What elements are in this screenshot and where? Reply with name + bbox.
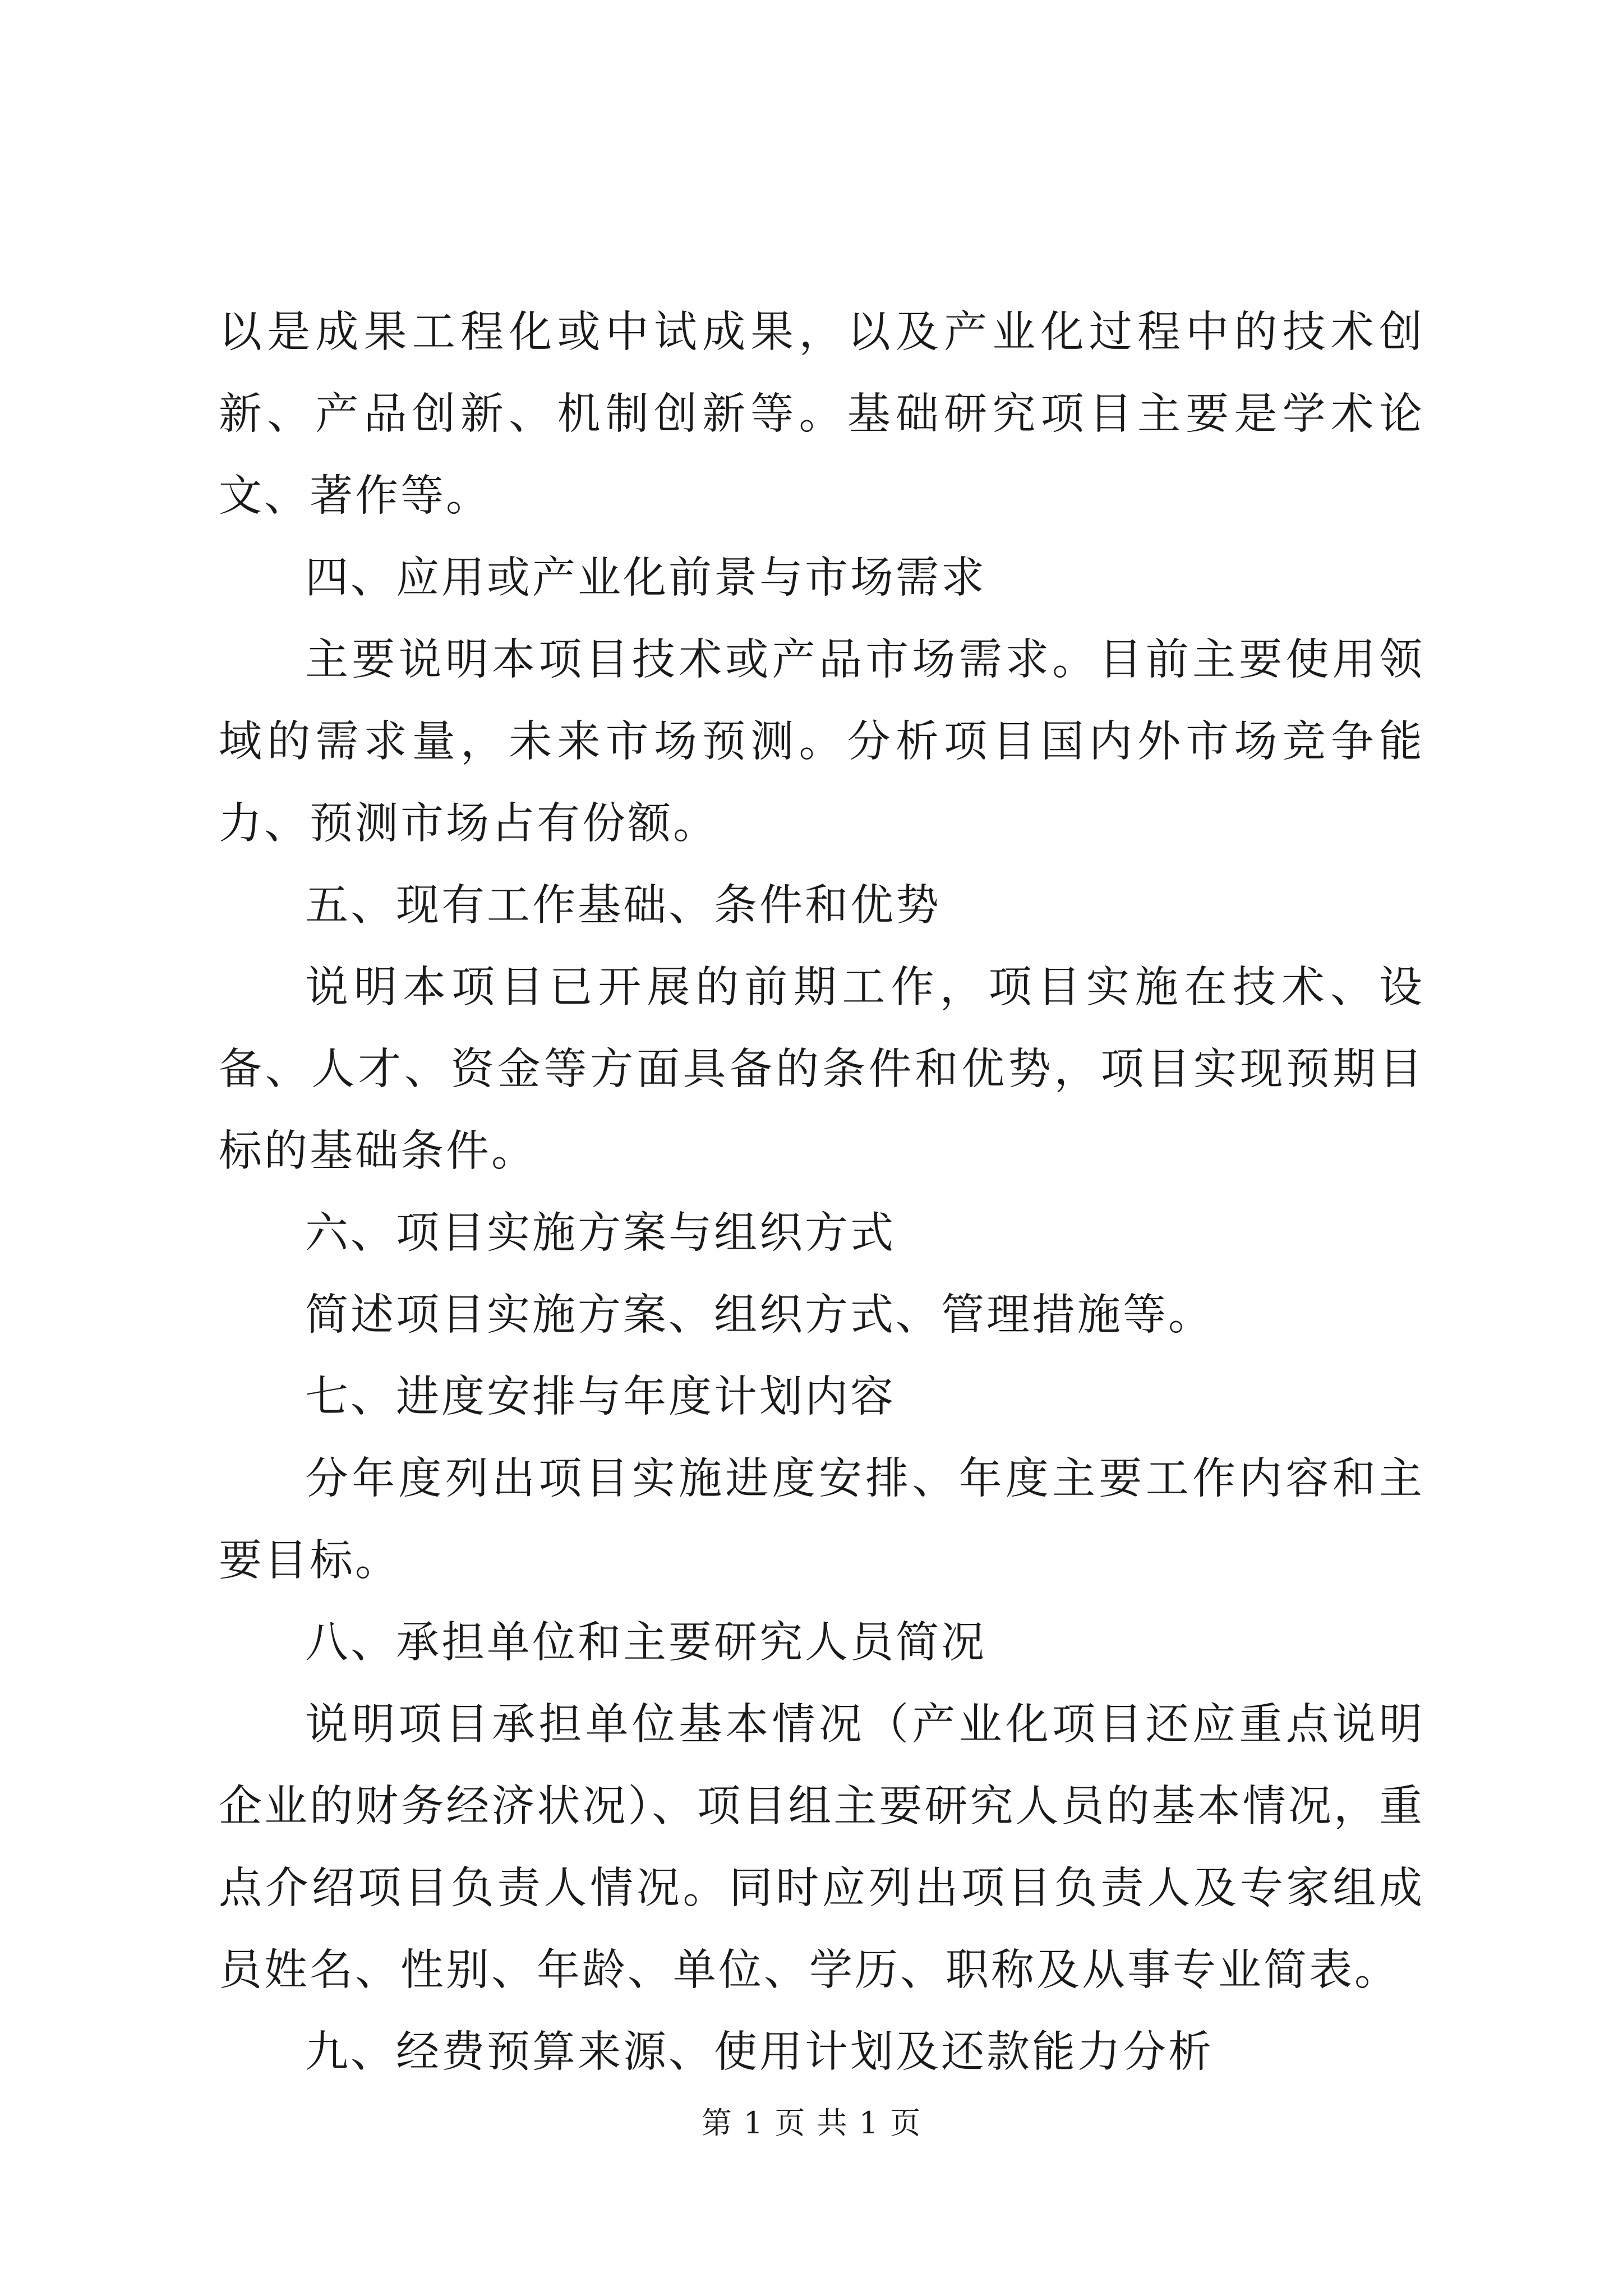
section-heading-5: 五、现有工作基础、条件和优势 [305, 881, 941, 931]
section-heading-7: 七、进度安排与年度计划内容 [305, 1372, 896, 1422]
section-heading-4: 四、应用或产业化前景与市场需求 [305, 553, 986, 603]
document-body [219, 292, 1424, 2093]
paragraph-schedule: 分年度列出项目实施进度安排、年度主要工作内容和主要目标。 [219, 1454, 1424, 1586]
paragraph-market-demand: 主要说明本项目技术或产品市场需求。目前主要使用领域的需求量，未来市场预测。分析项目国内外市场竞争能力、预测市场占有份额。 [219, 635, 1424, 849]
paragraph-work-foundation: 说明本项目已开展的前期工作，项目实施在技术、设备、人才、资金等方面具备的条件和优势，项目实现预期目标的基础条件。 [219, 963, 1424, 1176]
section-heading-6: 六、项目实施方案与组织方式 [305, 1208, 896, 1258]
paragraph-personnel: 说明项目承担单位基本情况（产业化项目还应重点说明企业的财务经济状况）、项目组主要研究人员的基本情况，重点介绍项目负责人情况。同时应列出项目负责人及专家组成员姓名、性别、年龄、单位、学历、职称及从事专业简表。 [219, 1700, 1424, 1995]
page-footer: 第 1 页 共 1 页 [701, 2105, 922, 2141]
section-heading-8: 八、承担单位和主要研究人员简况 [305, 1618, 986, 1668]
section-heading-9: 九、经费预算来源、使用计划及还款能力分析 [305, 2027, 1214, 2077]
paragraph-continuation: 以是成果工程化或中试成果，以及产业化过程中的技术创新、产品创新、机制创新等。基础研究项目主要是学术论文、著作等。 [219, 307, 1424, 521]
paragraph-implementation-plan: 简述项目实施方案、组织方式、管理措施等。 [305, 1290, 1214, 1340]
